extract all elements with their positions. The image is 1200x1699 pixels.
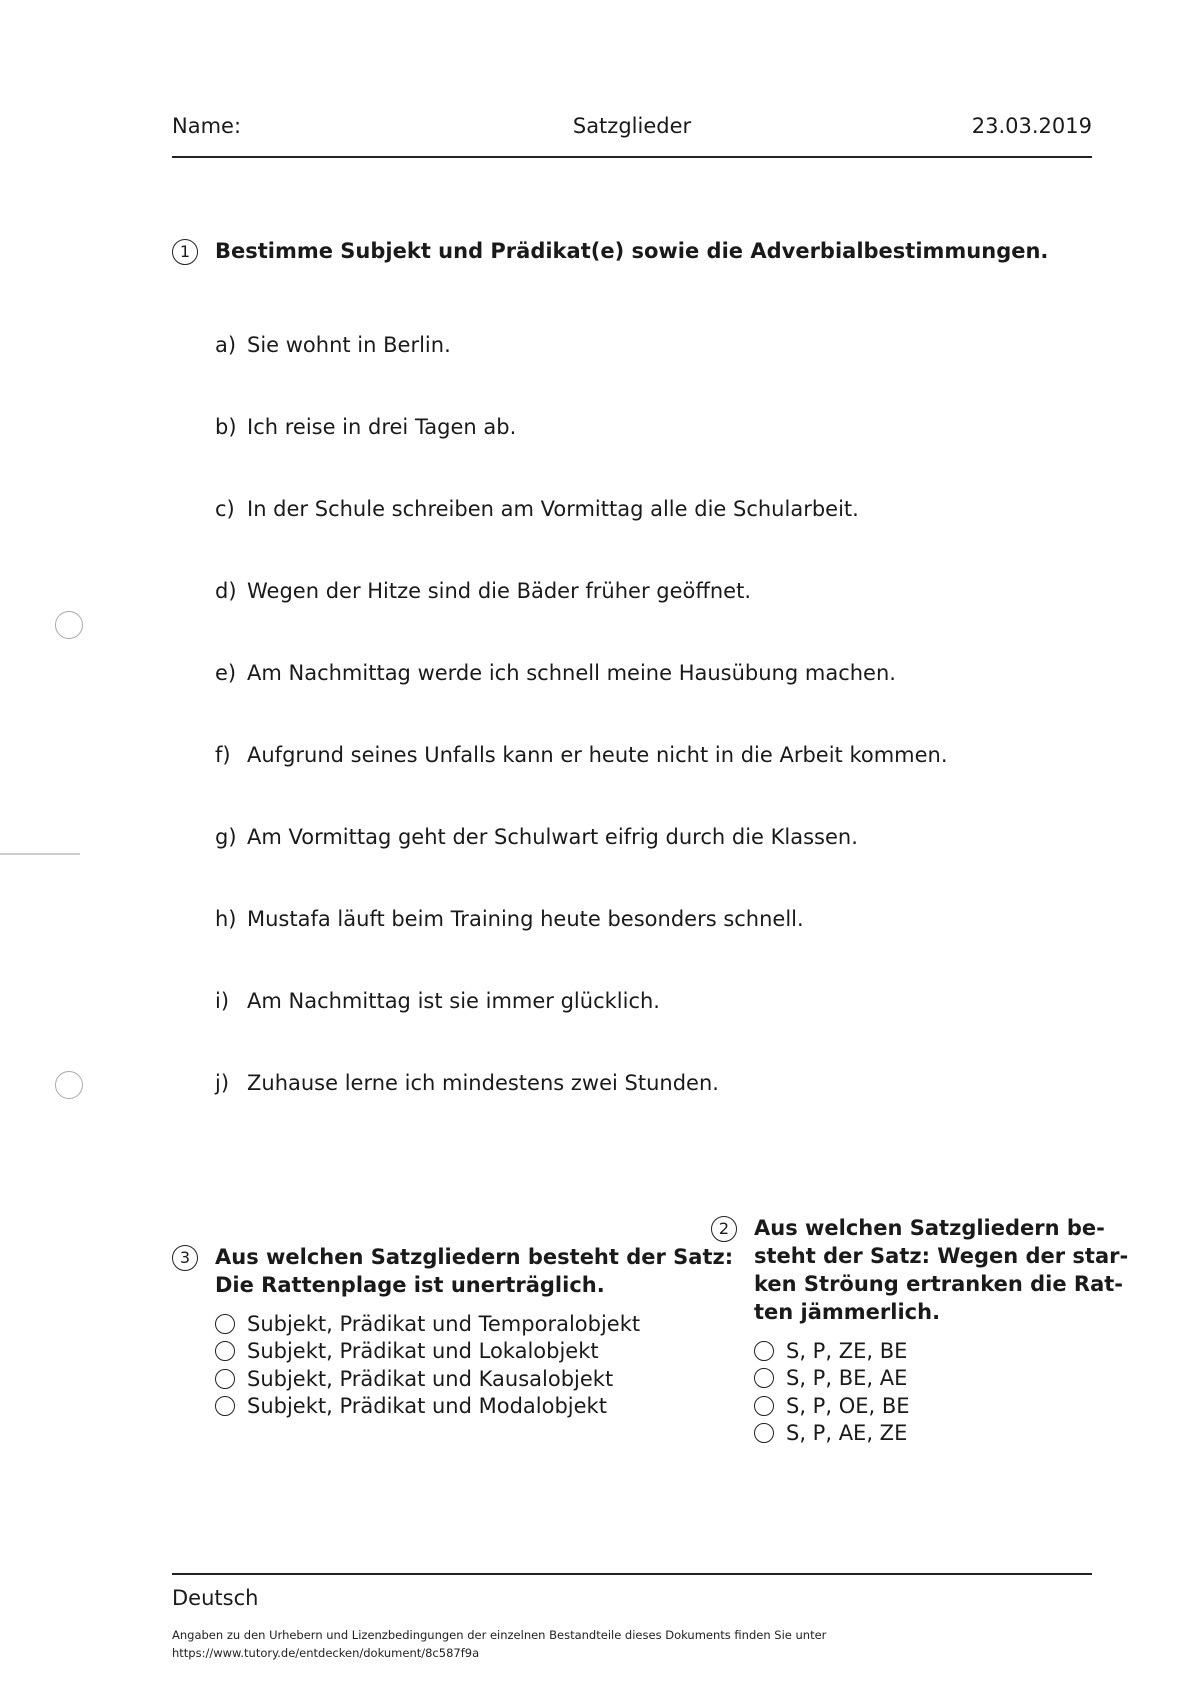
task3-option[interactable]: Subjekt, Prädikat und Modalobjekt xyxy=(215,1393,640,1421)
worksheet-date: 23.03.2019 xyxy=(971,114,1092,138)
task3-options xyxy=(215,1310,640,1420)
footer-subject: Deutsch xyxy=(172,1586,259,1610)
list-item: j) Zuhause lerne ich mindestens zwei Stunden. xyxy=(215,1071,719,1095)
task2-number: 2 xyxy=(711,1216,737,1242)
task3-title: Aus welchen Satzgliedern besteht der Satz: Die Rattenplage ist unerträglich. xyxy=(215,1245,734,1297)
task2-option[interactable]: S, P, AE, ZE xyxy=(754,1420,910,1448)
radio-button[interactable] xyxy=(754,1423,774,1443)
list-item: h) Mustafa läuft beim Training heute besonders schnell. xyxy=(215,907,804,931)
list-item: g) Am Vormittag geht der Schulwart eifrig durch die Klassen. xyxy=(215,825,858,849)
header-divider xyxy=(172,156,1092,158)
worksheet-title: Satzglieder xyxy=(572,114,692,138)
task3-number: 3 xyxy=(172,1245,198,1271)
radio-button[interactable] xyxy=(215,1341,235,1361)
list-item: i) Am Nachmittag ist sie immer glücklich. xyxy=(215,989,660,1013)
list-item: e) Am Nachmittag werde ich schnell meine Hausübung machen. xyxy=(215,661,896,685)
radio-button[interactable] xyxy=(215,1314,235,1334)
punch-hole-bottom xyxy=(55,1071,83,1099)
task2-title: Aus welchen Satzgliedern be- steht der Satz: Wegen der star- ken Ströung ertranken die Rat- ten jämmerlich. xyxy=(754,1216,1129,1324)
task3-option[interactable]: Subjekt, Prädikat und Temporalobjekt xyxy=(215,1310,640,1338)
punch-hole-top xyxy=(55,611,83,639)
footer-divider xyxy=(172,1573,1092,1575)
list-item: a) Sie wohnt in Berlin. xyxy=(215,333,451,357)
task3-option[interactable]: Subjekt, Prädikat und Lokalobjekt xyxy=(215,1338,640,1366)
radio-button[interactable] xyxy=(754,1396,774,1416)
list-item: f) Aufgrund seines Unfalls kann er heute nicht in die Arbeit kommen. xyxy=(215,743,948,767)
list-item: d) Wegen der Hitze sind die Bäder früher geöffnet. xyxy=(215,579,751,603)
fold-mark xyxy=(0,853,80,855)
radio-button[interactable] xyxy=(754,1368,774,1388)
radio-button[interactable] xyxy=(754,1341,774,1361)
task2-options xyxy=(754,1337,910,1447)
radio-button[interactable] xyxy=(215,1369,235,1389)
task2-option[interactable]: S, P, OE, BE xyxy=(754,1392,910,1420)
task1-number: 1 xyxy=(172,239,198,265)
task1-title: Bestimme Subjekt und Prädikat(e) sowie die Adverbialbestimmungen. xyxy=(215,239,1049,263)
list-item: c) In der Schule schreiben am Vormittag alle die Schularbeit. xyxy=(215,497,859,521)
task2-option[interactable]: S, P, ZE, BE xyxy=(754,1337,910,1365)
radio-button[interactable] xyxy=(215,1396,235,1416)
footer-credit: Angaben zu den Urhebern und Lizenzbedingungen der einzelnen Bestandteile dieses Dokuments finden Sie unter https://www.tutory.de/entdecken/dokument/8c587f9a xyxy=(172,1628,827,1660)
name-label: Name: xyxy=(172,114,242,138)
task2-option[interactable]: S, P, BE, AE xyxy=(754,1365,910,1393)
list-item: b) Ich reise in drei Tagen ab. xyxy=(215,415,517,439)
footer-credit-link[interactable]: https://www.tutory.de/entdecken/dokument/8c587f9a xyxy=(172,1646,480,1660)
task3-option[interactable]: Subjekt, Prädikat und Kausalobjekt xyxy=(215,1365,640,1393)
